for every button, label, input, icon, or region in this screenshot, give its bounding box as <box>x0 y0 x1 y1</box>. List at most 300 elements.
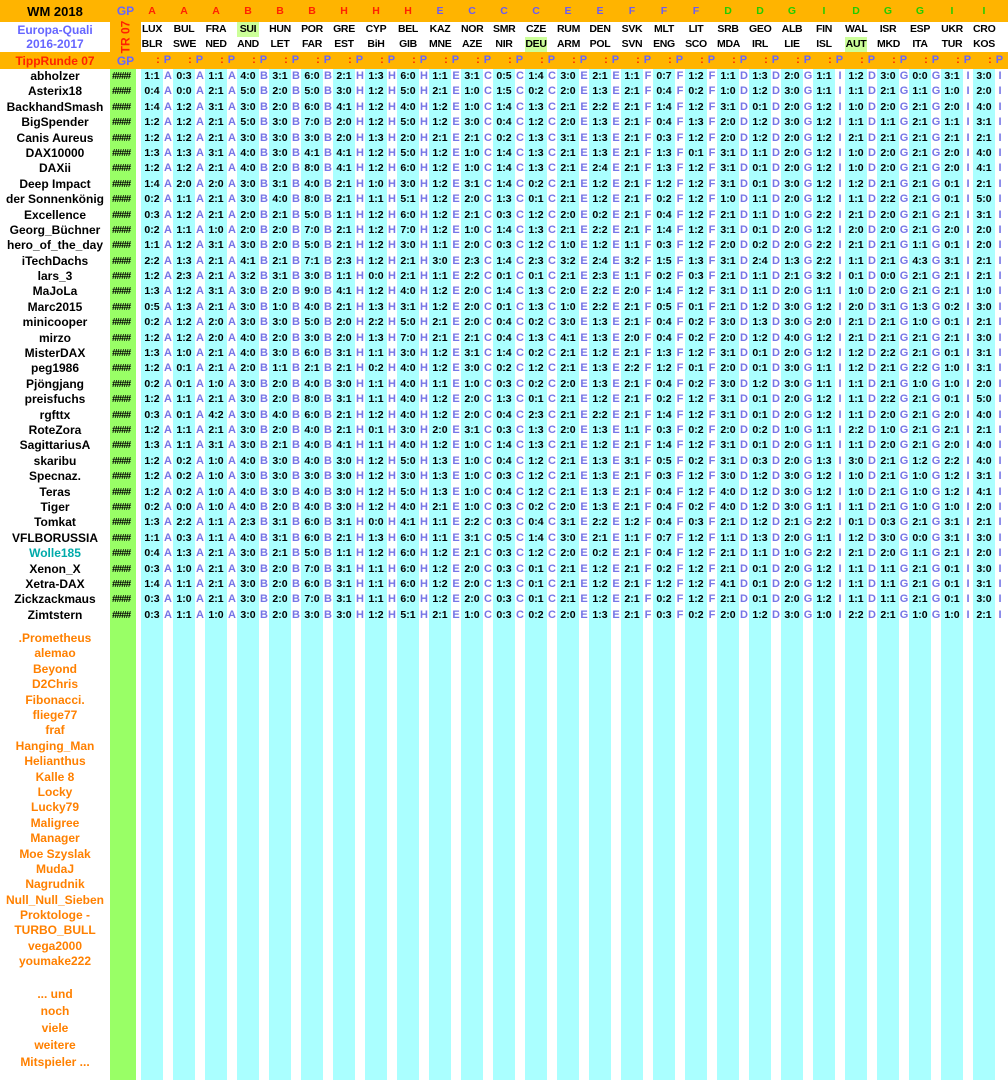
tip-score-cell: 0:4 <box>653 485 675 500</box>
group-letter-cell <box>419 693 429 708</box>
tip-score-cell: 0:3 <box>493 500 515 515</box>
player-row <box>0 454 1008 469</box>
match-cell <box>365 69 397 84</box>
group-letter-cell: D <box>867 423 877 438</box>
tip-score-cell: 3:0 <box>781 500 803 515</box>
player-row <box>0 392 1008 407</box>
match-cell <box>237 754 269 769</box>
tip-score-cell: 4:0 <box>397 377 419 392</box>
match-cell <box>685 131 717 146</box>
group-letter-cell <box>803 739 813 754</box>
match-cell <box>877 608 909 623</box>
tip-score-cell <box>685 800 707 815</box>
group-letter-cell: H <box>355 269 365 284</box>
match-cell <box>365 862 397 877</box>
match-cell <box>333 847 365 862</box>
match-cell <box>621 315 653 330</box>
group-letter-cell: F <box>707 161 717 176</box>
group-letter-cell: D <box>771 346 781 361</box>
group-letter-cell: E <box>451 177 461 192</box>
match-cell <box>461 877 493 892</box>
player-row <box>0 161 1008 176</box>
tip-score-cell: 0:1 <box>941 592 963 607</box>
points-col-header <box>429 52 461 69</box>
away-team-code: DEU <box>525 38 547 50</box>
tip-score-cell <box>557 847 579 862</box>
match-cell <box>205 770 237 785</box>
tip-score-cell: 3:0 <box>237 592 259 607</box>
match-cell <box>365 192 397 207</box>
group-letter-cell <box>995 739 1005 754</box>
home-team-code: SRB <box>717 23 739 35</box>
tr-rotated-label: TR 07 <box>118 20 133 54</box>
group-letter-cell <box>579 708 589 723</box>
match-cell <box>557 754 589 769</box>
group-letter-cell: B <box>259 238 269 253</box>
tip-score-cell: 1:0 <box>845 485 867 500</box>
match-cell <box>845 284 877 299</box>
tip-score-cell: 1:2 <box>589 438 611 453</box>
match-cell <box>269 862 301 877</box>
gp-cell <box>110 893 141 908</box>
tip-score-cell: 1:2 <box>653 177 675 192</box>
match-cell <box>781 562 813 577</box>
tip-score-cell <box>749 862 771 877</box>
tip-score-cell: 1:1 <box>429 377 451 392</box>
tip-score-cell: 2:1 <box>557 592 579 607</box>
match-cell <box>813 631 845 646</box>
tip-score-cell: 0:2 <box>589 546 611 561</box>
tip-score-cell <box>845 708 867 723</box>
tip-score-cell <box>365 754 387 769</box>
group-letter-cell: D <box>739 177 749 192</box>
group-letter-spacer <box>739 0 749 22</box>
colon-separator: : <box>348 54 352 66</box>
tip-score-cell: 1:2 <box>365 546 387 561</box>
group-letter-cell: H <box>355 300 365 315</box>
points-col-header <box>525 52 557 69</box>
tip-score-cell: 0:1 <box>365 423 387 438</box>
match-cell <box>397 469 429 484</box>
match-cell <box>237 708 269 723</box>
group-letter-cell: D <box>771 608 781 623</box>
group-letter-cell: E <box>611 100 621 115</box>
tip-score-cell: 1:3 <box>589 377 611 392</box>
tip-score-cell: 0:1 <box>685 146 707 161</box>
match-cell <box>813 515 845 530</box>
group-letter-cell: B <box>259 500 269 515</box>
tip-score-cell <box>301 623 323 631</box>
match-cell <box>909 377 941 392</box>
match-cell <box>909 500 941 515</box>
tip-score-cell <box>429 847 451 862</box>
group-letter-cell <box>483 723 493 738</box>
match-cell <box>557 531 589 546</box>
match-cell <box>685 531 717 546</box>
match-cell <box>141 423 173 438</box>
colon-separator: : <box>156 54 160 66</box>
match-cell <box>941 377 973 392</box>
tip-score-cell: 0:3 <box>493 208 515 223</box>
tip-score-cell: 2:0 <box>941 408 963 423</box>
match-cell <box>653 161 685 176</box>
match-cell <box>685 469 717 484</box>
gp-cell: #### <box>110 515 141 530</box>
match-cell <box>525 485 557 500</box>
group-letter-cell: H <box>387 269 397 284</box>
tip-score-cell: 3:1 <box>333 562 355 577</box>
tip-score-cell <box>525 623 547 631</box>
group-letter-cell: G <box>803 577 813 592</box>
tip-score-cell: 0:3 <box>653 608 675 623</box>
group-letter-cell: G <box>899 208 909 223</box>
tip-score-cell: 1:1 <box>621 69 643 84</box>
group-letter-cell: B <box>323 531 333 546</box>
tip-score-cell <box>493 677 515 692</box>
group-letter-cell: C <box>547 423 557 438</box>
group-letter-cell <box>739 646 749 661</box>
tip-score-cell <box>205 631 227 646</box>
tip-score-cell: 0:2 <box>141 377 163 392</box>
tip-score-cell: 2:0 <box>877 161 899 176</box>
group-letter-cell <box>259 770 269 785</box>
match-cell <box>653 662 685 677</box>
group-letter-cell: B <box>259 361 269 376</box>
group-letter-cell: C <box>483 454 493 469</box>
match-cell <box>173 608 205 623</box>
match-cell <box>557 708 589 723</box>
group-letter-cell: B <box>323 115 333 130</box>
match-cell <box>365 577 397 592</box>
tip-score-cell <box>493 739 515 754</box>
match-cell <box>557 562 589 577</box>
match-cell <box>269 346 301 361</box>
tip-score-cell: 2:1 <box>621 562 643 577</box>
away-team-code: SCO <box>685 38 707 50</box>
tip-score-cell <box>749 847 771 862</box>
group-letter-cell: E <box>451 161 461 176</box>
tip-score-cell <box>237 646 259 661</box>
tip-score-cell <box>429 723 451 738</box>
group-letter-cell: G <box>931 546 941 561</box>
match-cell <box>205 100 237 115</box>
match-cell <box>973 816 1005 831</box>
group-letter-cell: C <box>547 300 557 315</box>
tip-score-cell: 2:0 <box>781 238 803 253</box>
tip-score-cell <box>461 677 483 692</box>
group-letter-cell: F <box>643 315 653 330</box>
match-cell <box>205 893 237 908</box>
fixture-codes <box>621 22 643 52</box>
match-cell <box>173 500 205 515</box>
group-letter-cell <box>163 693 173 708</box>
group-letter: H <box>340 5 348 17</box>
group-letter-cell <box>739 831 749 846</box>
group-letter-cell <box>707 623 717 631</box>
tip-score-cell: 1:1 <box>173 577 195 592</box>
group-letter-cell: I <box>963 515 973 530</box>
group-letter-cell: C <box>515 346 525 361</box>
group-letter-cell <box>515 662 525 677</box>
fixture-header <box>589 22 621 52</box>
group-letter-cell <box>419 877 429 892</box>
match-cell <box>525 862 557 877</box>
tip-score-cell: 6:0 <box>301 531 323 546</box>
gp-cell: #### <box>110 192 141 207</box>
group-letter-cell <box>195 631 205 646</box>
tip-score-cell: 1:3 <box>653 346 675 361</box>
group-letter-cell <box>387 662 397 677</box>
tip-score-cell: 1:0 <box>909 485 931 500</box>
group-letter-cell <box>931 877 941 892</box>
group-letter-cell: D <box>771 161 781 176</box>
match-cell <box>237 500 269 515</box>
tip-score-cell <box>493 623 515 631</box>
tip-score-cell: 1:3 <box>493 192 515 207</box>
match-cell <box>205 515 237 530</box>
group-letter-cell: B <box>323 192 333 207</box>
match-cell <box>493 800 525 815</box>
match-cell <box>333 469 365 484</box>
player-name: BackhandSmash <box>6 99 104 114</box>
tip-score-cell: 2:1 <box>621 377 643 392</box>
group-letter-cell <box>707 739 717 754</box>
match-cell <box>301 284 333 299</box>
tip-score-cell <box>781 708 803 723</box>
group-letter: G <box>787 5 797 17</box>
colon-separator: : <box>444 54 448 66</box>
match-cell <box>205 708 237 723</box>
match-cell <box>845 100 877 115</box>
tip-score-cell: 2:0 <box>781 192 803 207</box>
match-cells <box>141 662 1008 677</box>
tip-score-cell: 1:4 <box>493 223 515 238</box>
group-letter-cell: A <box>163 546 173 561</box>
group-letter-cell <box>163 646 173 661</box>
group-letter-cell: F <box>675 208 685 223</box>
match-cell <box>461 577 493 592</box>
group-letter-cell <box>323 877 333 892</box>
group-letter-cell: E <box>451 592 461 607</box>
gp-cell: #### <box>110 577 141 592</box>
group-letter-cell: E <box>611 438 621 453</box>
match-cell <box>333 893 365 908</box>
tip-score-cell: 1:0 <box>813 608 835 623</box>
group-letter-cell: C <box>547 131 557 146</box>
match-cell <box>621 531 653 546</box>
match-cell <box>173 361 205 376</box>
group-letter-cell: E <box>611 84 621 99</box>
group-letter-cell <box>643 847 653 862</box>
match-cell <box>621 847 653 862</box>
tip-score-cell <box>973 631 995 646</box>
match-cell <box>525 469 557 484</box>
match-cell <box>429 438 461 453</box>
colon-separator: : <box>828 54 832 66</box>
tip-score-cell: 2:4 <box>589 161 611 176</box>
tip-score-cell: 0:2 <box>685 608 707 623</box>
match-cell <box>749 693 781 708</box>
group-letter-cell: B <box>291 469 301 484</box>
tip-score-cell: 0:1 <box>525 577 547 592</box>
group-letter-cell: D <box>771 300 781 315</box>
tip-score-cell: 3:0 <box>717 377 739 392</box>
match-cell <box>461 269 493 284</box>
group-letter-cell <box>323 770 333 785</box>
tip-score-cell: 2:2 <box>589 223 611 238</box>
tip-score-cell: 2:1 <box>973 423 995 438</box>
tip-score-cell: 1:0 <box>781 423 803 438</box>
group-letter-cell: H <box>387 454 397 469</box>
tip-score-cell: 1:3 <box>365 331 387 346</box>
tip-score-cell: 0:2 <box>141 192 163 207</box>
group-letter-cell: A <box>163 192 173 207</box>
match-cell <box>717 831 749 846</box>
match-cell <box>301 454 333 469</box>
tip-score-cell: 1:2 <box>141 115 163 130</box>
points-label: P <box>707 54 716 66</box>
tip-score-cell: 3:0 <box>877 531 899 546</box>
match-cell <box>717 161 749 176</box>
gp-cell <box>110 770 141 785</box>
group-letter-cell: A <box>227 423 237 438</box>
group-letter-cell: A <box>163 100 173 115</box>
group-letter-cell <box>643 739 653 754</box>
tip-score-cell <box>653 693 675 708</box>
group-letter-header <box>397 0 429 22</box>
tip-score-cell <box>749 754 771 769</box>
tip-score-cell <box>781 693 803 708</box>
group-letter-cell <box>867 693 877 708</box>
group-letter-cell: B <box>291 238 301 253</box>
tip-score-cell <box>461 646 483 661</box>
match-cell <box>749 708 781 723</box>
tip-score-cell: 3:1 <box>269 531 291 546</box>
tip-score-cell: 1:1 <box>429 238 451 253</box>
match-cell <box>333 223 365 238</box>
tip-score-cell: 5:0 <box>397 315 419 330</box>
match-cell <box>621 438 653 453</box>
group-letter-cell: H <box>355 346 365 361</box>
tip-score-cell: 2:0 <box>269 562 291 577</box>
tip-score-cell: 4:0 <box>397 438 419 453</box>
match-cell <box>269 693 301 708</box>
tip-score-cell: 2:0 <box>557 423 579 438</box>
match-cell <box>461 515 493 530</box>
group-letter-cell <box>323 754 333 769</box>
match-cell <box>461 708 493 723</box>
group-letter-cell <box>707 800 717 815</box>
match-cell <box>525 623 557 631</box>
group-letter-cell: I <box>835 515 845 530</box>
away-team-code: MKD <box>877 38 901 50</box>
tip-score-cell: 1:2 <box>813 177 835 192</box>
group-letter-cell <box>835 693 845 708</box>
tip-score-cell: 2:0 <box>781 577 803 592</box>
match-cell <box>141 877 173 892</box>
match-cell <box>589 408 621 423</box>
group-letter-cell: G <box>931 69 941 84</box>
gp-cell: #### <box>110 546 141 561</box>
player-name: DAXii <box>38 161 71 176</box>
tip-score-cell: 0:1 <box>749 100 771 115</box>
match-cell <box>493 315 525 330</box>
tip-score-cell <box>749 800 771 815</box>
gp-cell: #### <box>110 562 141 577</box>
match-cell <box>909 438 941 453</box>
tip-score-cell: 1:2 <box>429 438 451 453</box>
match-cell <box>141 577 173 592</box>
tip-score-cell <box>909 723 931 738</box>
tip-score-cell: 1:2 <box>685 562 707 577</box>
group-letter-cell: E <box>611 423 621 438</box>
match-cell <box>621 608 653 623</box>
group-letter-cell: G <box>803 331 813 346</box>
match-cell <box>877 847 909 862</box>
group-letter-cell <box>163 862 173 877</box>
tip-score-cell <box>301 631 323 646</box>
group-letter-cell: G <box>899 146 909 161</box>
group-letter-cell: A <box>227 361 237 376</box>
group-letter-cell: I <box>835 438 845 453</box>
match-cell <box>397 515 429 530</box>
group-letter-cell <box>195 662 205 677</box>
group-letter-cell: G <box>931 500 941 515</box>
tip-score-cell: 2:1 <box>621 546 643 561</box>
group-letter-cell: A <box>195 469 205 484</box>
group-letter-cell: I <box>835 423 845 438</box>
player-name: RoteZora <box>28 422 82 437</box>
player-row <box>0 485 1008 500</box>
tip-score-cell: 3:0 <box>557 315 579 330</box>
group-letter-cell <box>739 693 749 708</box>
tip-score-cell <box>237 816 259 831</box>
player-name: MaJoLa <box>32 284 78 299</box>
match-cell <box>845 377 877 392</box>
match-cell <box>749 84 781 99</box>
tip-score-cell <box>141 754 163 769</box>
tip-score-cell: 1:0 <box>461 146 483 161</box>
group-letter-cell: H <box>419 284 429 299</box>
group-letter-cell: G <box>803 115 813 130</box>
match-cell <box>685 816 717 831</box>
tip-score-cell: 2:2 <box>589 408 611 423</box>
tip-score-cell: 1:2 <box>525 115 547 130</box>
tip-score-cell: 0:0 <box>909 69 931 84</box>
group-letter-cell: F <box>707 269 717 284</box>
match-cell <box>973 238 1005 253</box>
group-letter-cell: C <box>483 284 493 299</box>
match-cell <box>525 693 557 708</box>
tip-score-cell <box>333 831 355 846</box>
group-letter-cell: F <box>707 500 717 515</box>
match-cell <box>365 646 397 661</box>
match-cell <box>589 346 621 361</box>
group-letter-cell <box>579 770 589 785</box>
tip-score-cell: 1:2 <box>749 115 771 130</box>
tip-score-cell: 4:0 <box>269 192 291 207</box>
group-letter-cell: G <box>803 377 813 392</box>
match-cell <box>461 831 493 846</box>
match-cell <box>397 161 429 176</box>
group-letter: C <box>500 5 508 17</box>
group-letter-cell <box>995 646 1005 661</box>
tip-score-cell: 1:2 <box>909 454 931 469</box>
match-cell <box>589 284 621 299</box>
tip-score-cell: 2:1 <box>205 161 227 176</box>
group-letter-cell: H <box>355 500 365 515</box>
away-team-code: ISL <box>816 38 832 50</box>
